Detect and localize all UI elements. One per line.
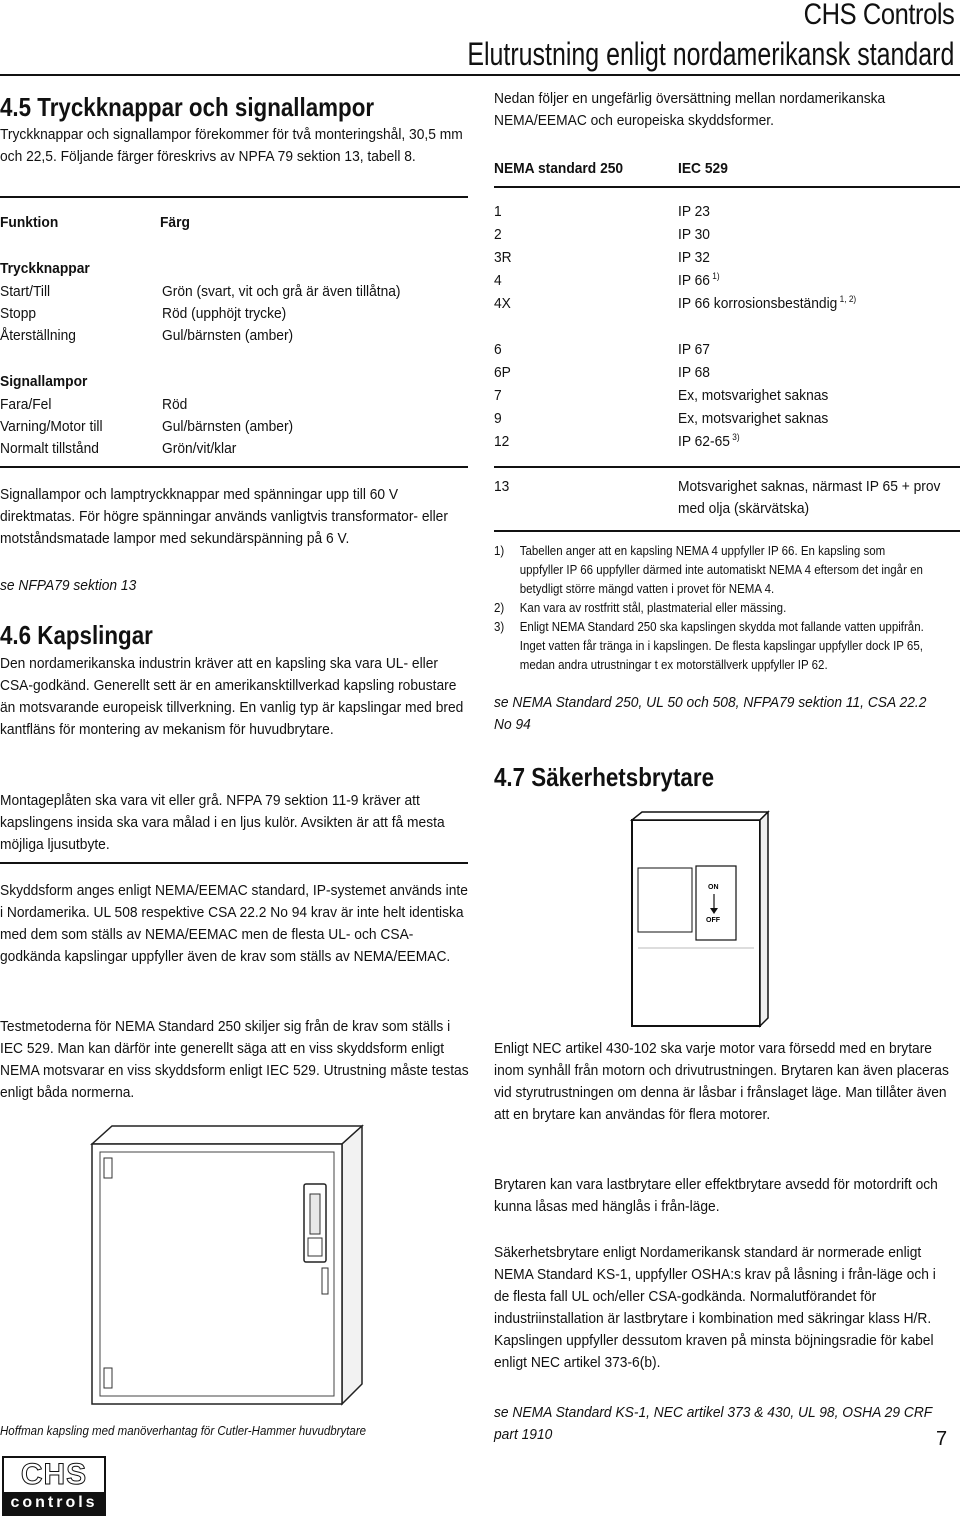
nema-row-num: 6P — [494, 364, 511, 381]
footnote-num: 2) — [494, 601, 505, 615]
switch-off-label: OFF — [706, 917, 720, 924]
right-intro: Nedan följer en ungefärlig översättning mellan nordamerikanska NEMA/EEMAC och europeiska skyddsformer. — [494, 90, 886, 129]
section-4-7-title: 4.7 Säkerhetsbrytare — [494, 762, 715, 792]
nema-row-num: 2 — [494, 226, 502, 243]
table-row: Normalt tillstånd — [0, 440, 99, 457]
footnotes — [494, 542, 923, 672]
section-4-5-intro: Tryckknappar och signallampor förekommer för två monteringshål, 30,5 mm och 22,5. Följande färger föreskrivs av NPFA 79 sektion 13, tabell 8. — [0, 126, 463, 165]
chs-logo-top: CHS — [4, 1458, 104, 1492]
section-4-6-p3: Skyddsform anges enligt NEMA/EEMAC standard, IP-systemet används inte i Nordamerika. UL 508 respektive CSA 22.2 No 94 krav är inte helt identiska med dem som ställs av NEMA/EEMAC men de flesta UL- och CSA-godkända kapslingar uppfyller även de krav som ställs av NEMA/EEMAC. — [0, 882, 468, 965]
section-4-5-ref: se NFPA79 sektion 13 — [0, 577, 137, 594]
nema-row-num: 4X — [494, 295, 511, 312]
nema-row-num: 6 — [494, 341, 502, 358]
section-4-6-title: 4.6 Kapslingar — [0, 620, 153, 650]
footnote-text: Kan vara av rostfritt stål, plastmaterial eller mässing. — [519, 601, 787, 615]
nema-row-num: 1 — [494, 203, 502, 220]
nema-row-iec: IP 23 — [678, 203, 710, 220]
nema-row-13-num: 13 — [494, 478, 510, 495]
footnote-text: Enligt NEMA Standard 250 ska kapslingen skydda mot fallande vatten uppifrån. Inget vatten får tränga in i kapslingen. De flesta kapslingar uppfyller dock IP 65, medan andra utrustningar t ex motorställverk uppfyller IP 62. — [519, 620, 924, 672]
nema-row-iec: IP 67 — [678, 341, 710, 358]
section-4-7-p1: Enligt NEC artikel 430-102 ska varje motor vara försedd med en brytare inom synhåll från motorn och drivutrustningen. Brytaren kan även placeras vid styrutrustningen om denna är låsbar i frånslaget läge. Man tillåter även att en brytare kan användas för flera motorer. — [494, 1040, 949, 1123]
table-col-farg: Färg — [160, 214, 190, 231]
section-4-6-p4: Testmetoderna för NEMA Standard 250 skiljer sig från de krav som ställs i IEC 529. Man kan därför inte generellt säga att en viss skyddsform enligt NEMA motsvarar en viss skyddsform enligt IEC 529. Utrustning måste testas enligt båda normerna. — [0, 1018, 469, 1101]
table-top-rule — [0, 196, 468, 198]
nema-row-num: 12 — [494, 433, 510, 450]
safety-switch-illustration — [628, 808, 778, 1034]
group-signallampor: Signallampor — [0, 373, 88, 390]
chs-logo — [2, 1456, 106, 1516]
table-cell-color: Gul/bärnsten (amber) — [162, 327, 294, 344]
table-col-funktion: Funktion — [0, 214, 59, 231]
nema-row-iec: Ex, motsvarighet saknas — [678, 410, 829, 427]
header-subtitle: Elutrustning enligt nordamerikansk standard — [467, 36, 954, 72]
nema-row-iec: IP 66 korrosionsbeständig $^{1, 2)}$ — [678, 294, 857, 312]
enclosure-caption: Hoffman kapsling med manöverhantag för Cutler-Hammer huvudbrytare — [0, 1424, 367, 1438]
iec-col-header: IEC 529 — [678, 160, 728, 177]
header-brand: CHS Controls — [803, 0, 954, 31]
table-row: Återställning — [0, 327, 76, 344]
table-row: Fara/Fel — [0, 396, 52, 413]
footnote-num: 3) — [494, 620, 505, 634]
chs-logo-bottom: controls — [4, 1492, 104, 1514]
enclosure-illustration — [86, 1118, 386, 1410]
nema-row-num: 9 — [494, 410, 502, 427]
nema-row-footnote-ref: 1, 2) — [837, 294, 857, 304]
nema-row-13-iec: Motsvarighet saknas, närmast IP 65 + prov med olja (skärvätska) — [678, 478, 941, 517]
nema-table-bottom-rule — [494, 466, 960, 468]
nema-col-header: NEMA standard 250 — [494, 160, 624, 177]
section-4-6-p2: Montageplåten ska vara vit eller grå. NFPA 79 sektion 11-9 kräver att kapslingens insida ska vara målad i en ljus kulör. Avsikten är att få mesta möjliga ljusutbyte. — [0, 792, 445, 853]
table-row: Start/Till — [0, 283, 51, 300]
section-4-7-ref: se NEMA Standard KS-1, NEC artikel 373 & 430, UL 98, OSHA 29 CRF part 1910 — [494, 1404, 932, 1443]
nema-row-footnote-ref: 3) — [729, 432, 740, 442]
section-4-7-p2: Brytaren kan vara lastbrytare eller effektbrytare avsedd för motordrift och kunna låsas med hänglås i från-läge. — [494, 1176, 938, 1215]
nema-row-num: 4 — [494, 272, 502, 289]
section-4-7-p3: Säkerhetsbrytare enligt Nordamerikansk standard är normerade enligt NEMA Standard KS-1, uppfyller OSHA:s krav på låsning i från-läge och i de flesta fall UL och/eller CSA-godkända. Normalutförandet för industriinstallation är lastbrytare i kombination med säkringar klass H/R. Kapslingen uppfyller dessutom kraven på minsta böjningsradie för kabel enligt NEC artikel 373-6(b). — [494, 1244, 936, 1371]
footnote-num: 1) — [494, 544, 505, 558]
section-4-5-title: 4.5 Tryckknappar och signallampor — [0, 92, 375, 122]
table-bottom-rule — [0, 466, 468, 468]
nema-row-iec: IP 62-65 $^{3)}$ — [678, 432, 740, 450]
table-cell-color: Röd (upphöjt trycke) — [162, 305, 287, 322]
nema-row-iec: IP 32 — [678, 249, 710, 266]
table-row: Varning/Motor till — [0, 418, 103, 435]
footnote-text: Tabellen anger att en kapsling NEMA 4 uppfyller IP 66. En kapsling som uppfyller IP 66 uppfyller därmed inte automatiskt NEMA 4 eftersom det ingår en betydligt större mängd vatten i provet för NEMA 4. — [519, 544, 923, 596]
group-tryckknappar: Tryckknappar — [0, 260, 90, 277]
nema-row-iec: IP 66 $^{1)}$ — [678, 271, 720, 289]
left-mid-rule — [0, 862, 468, 864]
table-cell-color: Grön/vit/klar — [162, 440, 237, 457]
table-cell-color: Röd — [162, 396, 188, 413]
nema-row-footnote-ref: 1) — [709, 271, 720, 281]
nema-row-iec: IP 30 — [678, 226, 710, 243]
nema-row-num: 3R — [494, 249, 512, 266]
footnote-rule — [494, 530, 960, 532]
section-4-5-after: Signallampor och lamptryckknappar med spänningar upp till 60 V direktmatas. För högre spänningar används vanligtvis transformator- eller motståndsmatade lampor med sekundärspänning på 6 V. — [0, 486, 448, 547]
nema-row-iec: IP 68 — [678, 364, 710, 381]
right-ref-1: se NEMA Standard 250, UL 50 och 508, NFPA79 sektion 11, CSA 22.2 No 94 — [494, 694, 927, 733]
nema-row-num: 7 — [494, 387, 502, 404]
table-row: Stopp — [0, 305, 37, 322]
nema-row-iec: Ex, motsvarighet saknas — [678, 387, 829, 404]
header-rule — [0, 74, 960, 76]
nema-table-top-rule — [494, 186, 960, 188]
switch-on-label: ON — [708, 884, 719, 891]
table-cell-color: Gul/bärnsten (amber) — [162, 418, 294, 435]
section-4-6-p1: Den nordamerikanska industrin kräver att en kapsling ska vara UL- eller CSA-godkänd. Generellt sett är en amerikansktillverkad kapsling robustare än motsvarande europeisk tillverkning. En vanlig typ är kapslingar med bred kantfläns för montering av mekanism för huvudbrytare. — [0, 655, 464, 738]
table-cell-color: Grön (svart, vit och grå är även tillåtna) — [162, 283, 401, 300]
page-number: 7 — [936, 1428, 948, 1450]
